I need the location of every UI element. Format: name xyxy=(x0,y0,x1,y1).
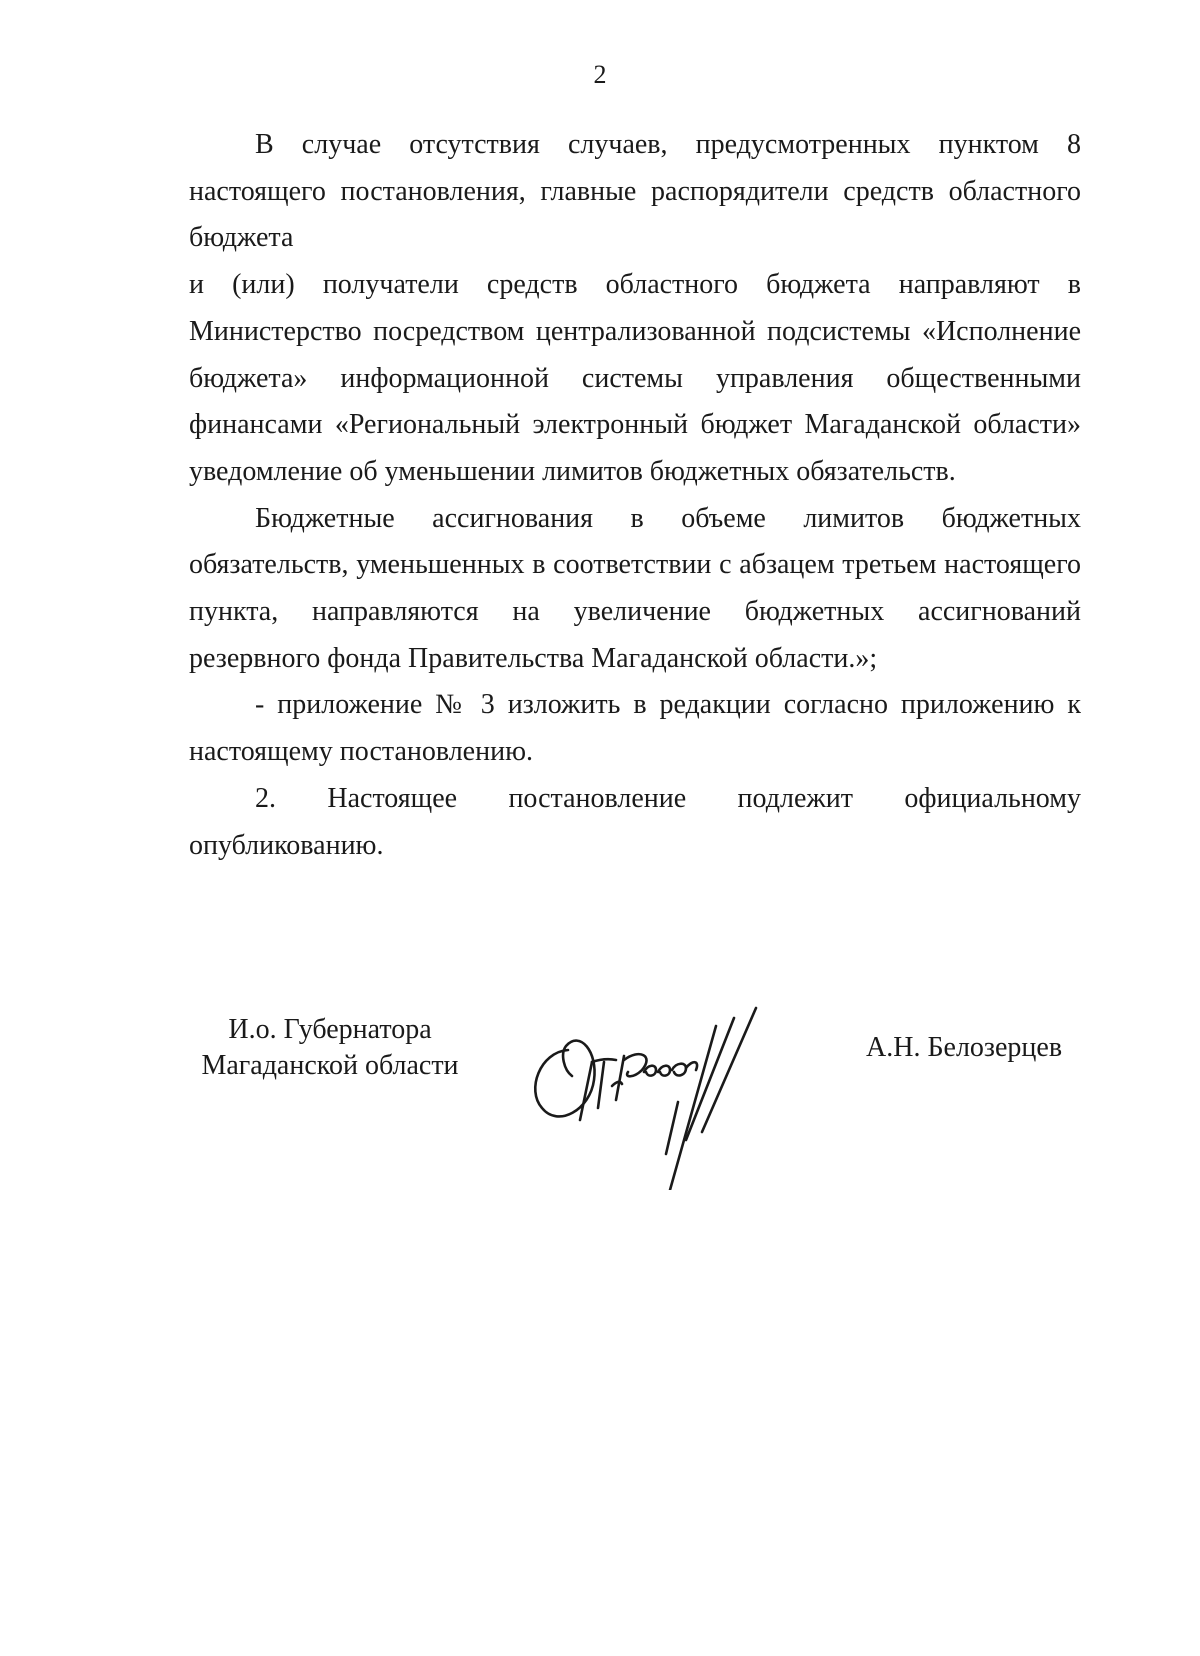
paragraph-3: Бюджетные ассигнования в объеме лимитов бюджетных обязательств, уменьшенных в соответствии с абзацем третьем настоящего пункта, направляются на увеличение бюджетных ассигнований резервного фонда Правительства Магаданской области.»; xyxy=(189,502,1081,674)
document-body xyxy=(189,122,1081,869)
handwritten-signature xyxy=(520,990,800,1190)
paragraph-1: В случае отсутствия случаев, предусмотренных пунктом 8 настоящего постановления, главные распорядители средств областного бюджета xyxy=(189,129,1081,254)
page-number: 2 xyxy=(593,60,607,89)
paragraph-5: 2. Настоящее постановление подлежит официальному опубликованию. xyxy=(189,782,1081,861)
signature-block xyxy=(0,1012,1200,1212)
paragraph-4: - приложение № 3 изложить в редакции согласно приложению к настоящему постановлению. xyxy=(189,689,1081,768)
signatory-title xyxy=(190,1012,470,1084)
signatory-title-line-2: Магаданской области xyxy=(201,1050,459,1081)
paragraph-2: и (или) получатели средств областного бюджета направляют в Министерство посредством централизованной подсистемы «Исполнение бюджета» информационной системы управления общественными финансами «Региональный электронный бюджет Магаданской области» уведомление об уменьшении лимитов бюджетных обязательств. xyxy=(189,269,1081,487)
signatory-name: А.Н. Белозерцев xyxy=(866,1032,1063,1063)
signatory-title-line-1: И.о. Губернатора xyxy=(228,1014,432,1045)
